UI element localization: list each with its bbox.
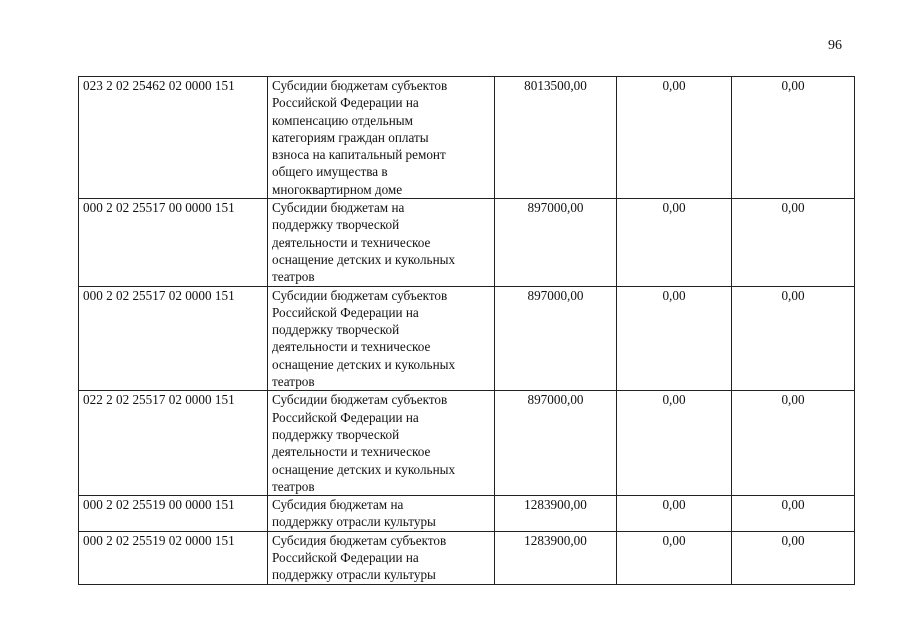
description-cell — [268, 77, 495, 199]
value-cell-1: 0,00 — [617, 199, 732, 286]
budget-code-cell: 000 2 02 25519 00 0000 151 — [79, 496, 268, 532]
description-line: Субсидии бюджетам на — [272, 200, 405, 216]
value-cell-2: 0,00 — [732, 496, 855, 532]
value-cell-1: 0,00 — [617, 77, 732, 199]
description-line: многоквартирном доме — [272, 181, 403, 197]
table-row — [79, 286, 855, 391]
description-line: категориям граждан оплаты — [272, 129, 429, 145]
description-line: Субсидия бюджетам на — [272, 497, 404, 513]
table-body — [79, 77, 855, 585]
description-line: поддержку отрасли культуры — [272, 567, 436, 583]
description-line: театров — [272, 478, 315, 494]
value-cell-1: 0,00 — [617, 391, 732, 496]
amount-cell: 897000,00 — [495, 286, 617, 391]
budget-code-cell: 000 2 02 25517 00 0000 151 — [79, 199, 268, 286]
budget-code-cell: 022 2 02 25517 02 0000 151 — [79, 391, 268, 496]
value-cell-2: 0,00 — [732, 391, 855, 496]
amount-cell: 897000,00 — [495, 391, 617, 496]
budget-code-cell: 023 2 02 25462 02 0000 151 — [79, 77, 268, 199]
description-line: деятельности и техническое — [272, 339, 431, 355]
table-row — [79, 77, 855, 199]
budget-code-cell: 000 2 02 25519 02 0000 151 — [79, 531, 268, 584]
table-row — [79, 391, 855, 496]
description-line: оснащение детских и кукольных — [272, 356, 456, 372]
description-line: деятельности и техническое — [272, 444, 431, 460]
value-cell-1: 0,00 — [617, 496, 732, 532]
table-row — [79, 496, 855, 532]
description-line: взноса на капитальный ремонт — [272, 147, 446, 163]
value-cell-2: 0,00 — [732, 531, 855, 584]
description-cell — [268, 531, 495, 584]
amount-cell: 1283900,00 — [495, 496, 617, 532]
description-line: театров — [272, 269, 315, 285]
description-line: компенсацию отдельным — [272, 112, 413, 128]
budget-code-cell: 000 2 02 25517 02 0000 151 — [79, 286, 268, 391]
description-line: поддержку творческой — [272, 322, 400, 338]
value-cell-2: 0,00 — [732, 286, 855, 391]
description-line: Субсидия бюджетам субъектов — [272, 532, 447, 548]
value-cell-1: 0,00 — [617, 531, 732, 584]
value-cell-1: 0,00 — [617, 286, 732, 391]
budget-table — [78, 76, 855, 585]
value-cell-2: 0,00 — [732, 199, 855, 286]
amount-cell: 8013500,00 — [495, 77, 617, 199]
description-line: поддержку отрасли культуры — [272, 514, 436, 530]
description-line: театров — [272, 374, 315, 390]
description-line: поддержку творческой — [272, 426, 400, 442]
description-line: Субсидии бюджетам субъектов — [272, 287, 448, 303]
description-line: оснащение детских и кукольных — [272, 461, 456, 477]
description-line: Российской Федерации на — [272, 409, 419, 425]
page-number: 96 — [828, 38, 842, 53]
description-line: Российской Федерации на — [272, 304, 419, 320]
table-row — [79, 531, 855, 584]
description-line: Российской Федерации на — [272, 550, 419, 566]
description-line: деятельности и техническое — [272, 234, 431, 250]
description-cell — [268, 391, 495, 496]
description-line: Субсидии бюджетам субъектов — [272, 392, 448, 408]
value-cell-2: 0,00 — [732, 77, 855, 199]
description-line: общего имущества в — [272, 164, 388, 180]
description-cell — [268, 286, 495, 391]
amount-cell: 897000,00 — [495, 199, 617, 286]
description-cell — [268, 199, 495, 286]
description-line: Субсидии бюджетам субъектов — [272, 78, 448, 93]
amount-cell: 1283900,00 — [495, 531, 617, 584]
description-line: Российской Федерации на — [272, 95, 419, 111]
description-line: поддержку творческой — [272, 217, 400, 233]
description-line: оснащение детских и кукольных — [272, 251, 456, 267]
description-cell — [268, 496, 495, 532]
table-row — [79, 199, 855, 286]
